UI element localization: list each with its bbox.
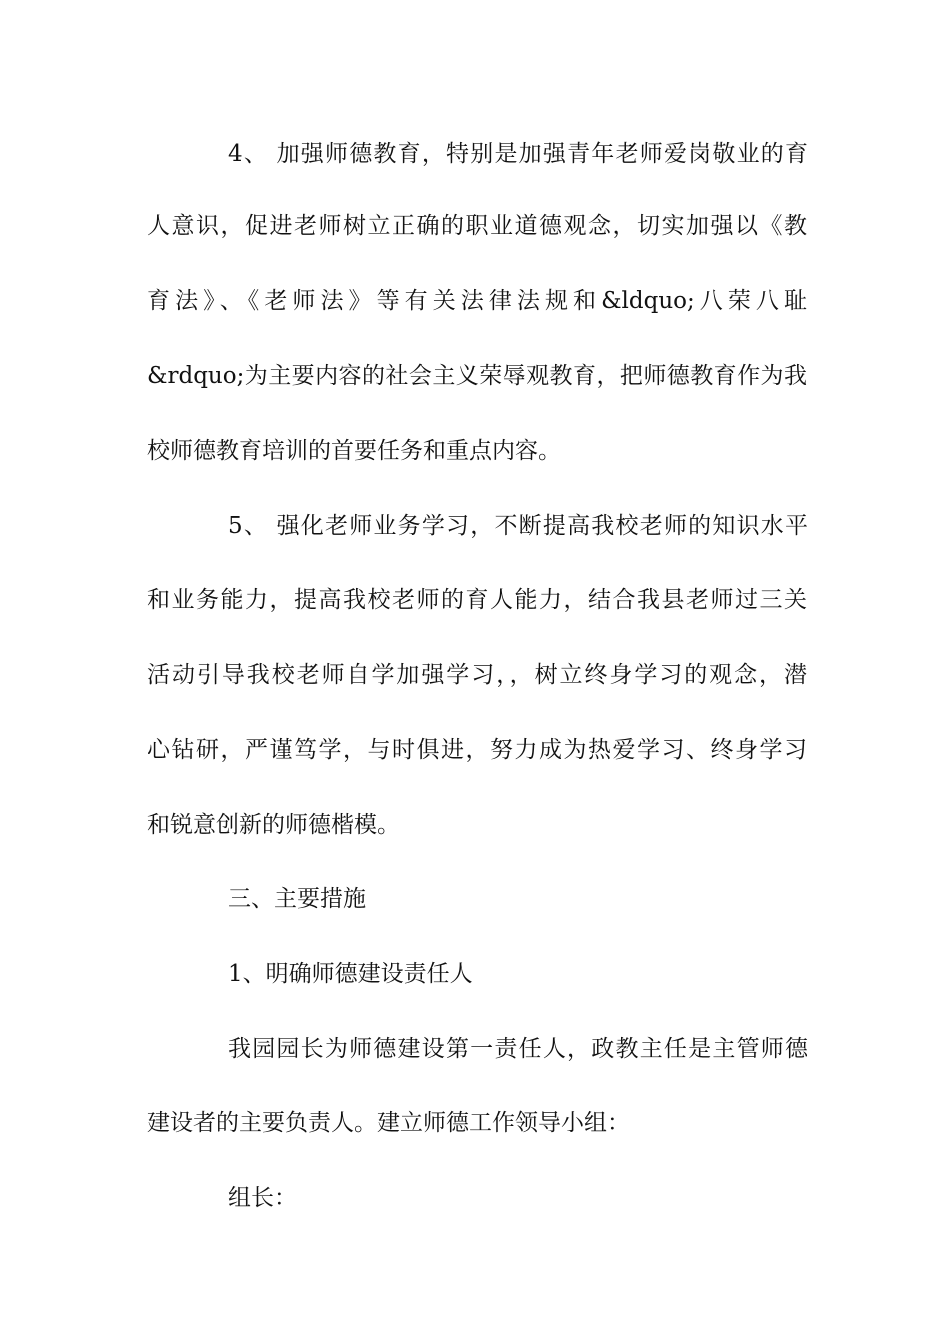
section-heading: 三、主要措施 [228,886,366,912]
paragraph-4-line-3: 育法》、《老师法》等有关法律法规和&ldquo;八荣八耻 [147,288,807,314]
paragraph-4-line-5: 校师德教育培训的首要任务和重点内容。 [147,438,561,464]
paragraph-5-line-3: 活动引导我校老师自学加强学习，，树立终身学习的观念，潜 [147,662,807,688]
paragraph-5-line-2: 和业务能力，提高我校老师的育人能力，结合我县老师过三关 [147,587,807,613]
paragraph-5-line-4: 心钻研，严谨笃学，与时俱进，努力成为热爱学习、终身学习 [147,737,807,763]
paragraph-responsibility-line-2: 建设者的主要负责人。建立师德工作领导小组： [147,1110,630,1136]
paragraph-5-line-5: 和锐意创新的师德楷模。 [147,812,400,838]
paragraph-4-line-2: 人意识，促进老师树立正确的职业道德观念，切实加强以《教 [147,213,807,239]
paragraph-4-line-1: 4、 加强师德教育，特别是加强青年老师爱岗敬业的育 [228,141,808,167]
paragraph-4-line-4: &rdquo;为主要内容的社会主义荣辱观教育，把师德教育作为我 [147,363,807,389]
paragraph-5-line-1: 5、 强化老师业务学习，不断提高我校老师的知识水平 [228,513,808,539]
paragraph-responsibility-line-1: 我园园长为师德建设第一责任人，政教主任是主管师德 [228,1036,808,1062]
group-leader-label: 组长： [228,1185,297,1211]
subsection-heading: 1、明确师德建设责任人 [228,961,473,987]
